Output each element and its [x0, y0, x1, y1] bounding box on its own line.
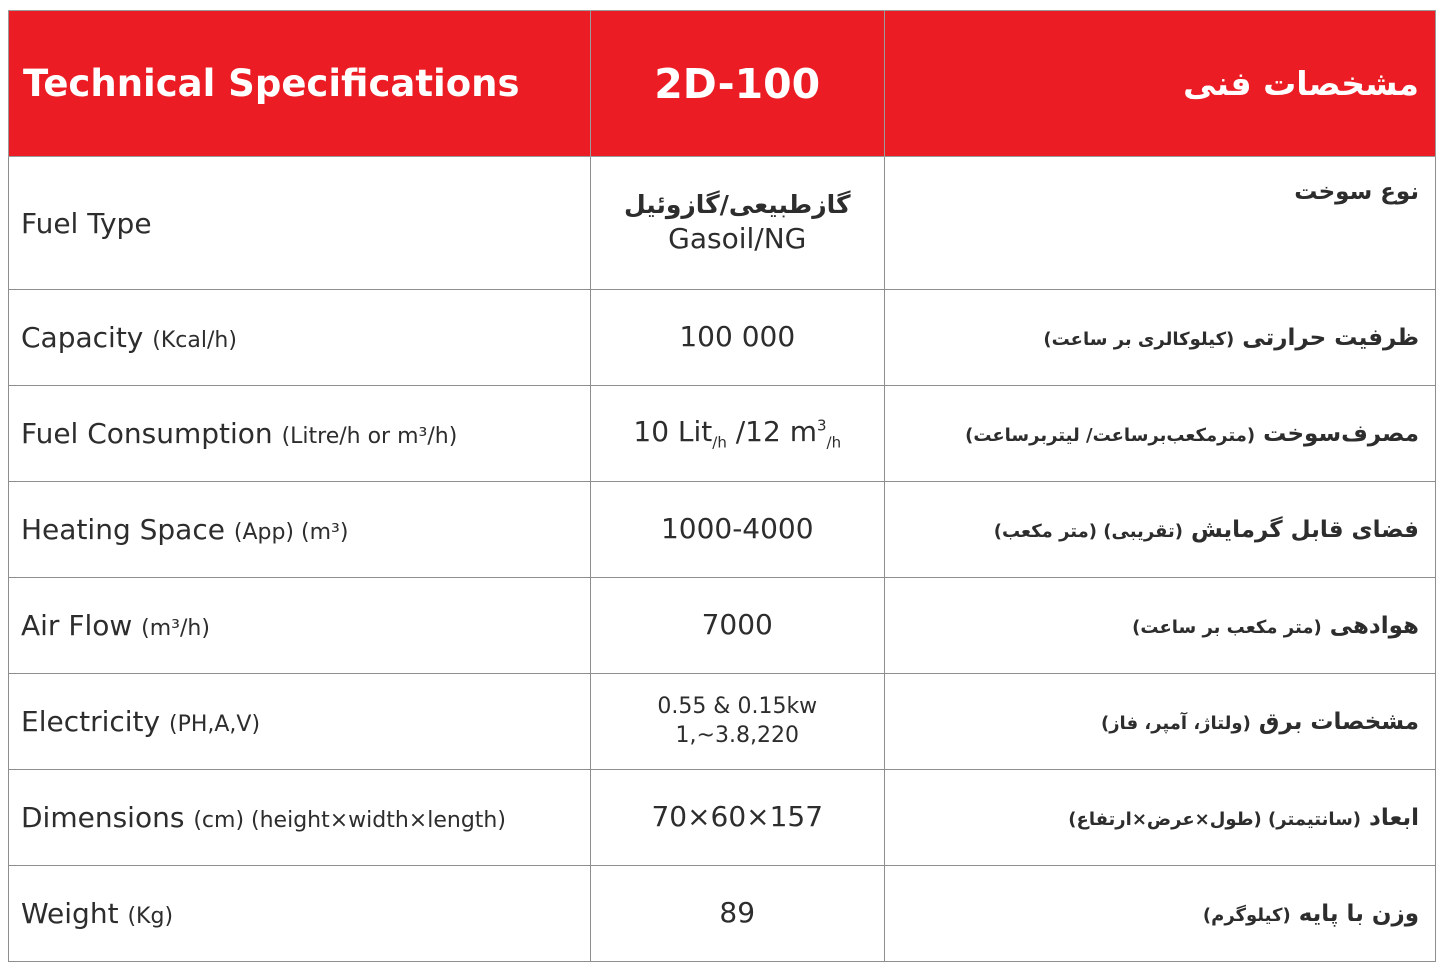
en-label: Fuel Consumption: [21, 417, 273, 450]
value-a: 10 Lit: [633, 414, 713, 448]
model-title: 2D-100: [590, 11, 884, 157]
fa-unit: (کیلوکالری بر ساعت): [1043, 328, 1235, 350]
fa-label: نوع سوخت: [1294, 179, 1419, 205]
fa-label-cell: [884, 290, 1435, 386]
en-label-cell: [9, 770, 591, 866]
en-label-cell: [9, 674, 591, 770]
value: 1000-4000: [660, 512, 814, 546]
fa-label-cell: [884, 482, 1435, 578]
table-row-heating-space: [9, 482, 1436, 578]
en-label-cell: [9, 482, 591, 578]
english-title: Technical Specifications: [9, 11, 591, 157]
en-label-cell: [9, 578, 591, 674]
value-cell: [590, 866, 884, 962]
table-header-row: [9, 11, 1436, 157]
value-b-sup: 3: [816, 416, 827, 435]
value-cell: [590, 386, 884, 482]
fa-label: وزن با پایه: [1298, 900, 1419, 927]
value: 89: [719, 896, 756, 930]
fa-label: مشخصات برق: [1258, 708, 1419, 735]
fa-label-cell: [884, 157, 1435, 290]
en-unit: (Kg): [127, 904, 174, 929]
value-line-2: 1,~3.8,220: [675, 722, 799, 748]
fa-label-cell: [884, 578, 1435, 674]
fa-label: ظرفیت حرارتی: [1242, 324, 1419, 351]
fa-unit: (متر مکعب بر ساعت): [1132, 616, 1322, 638]
value-cell: [590, 578, 884, 674]
fa-unit: (ولتاژ، آمپر، فاز): [1100, 712, 1251, 734]
en-unit: (App) (m³): [233, 520, 349, 545]
fa-unit: (تقریبی) (متر مکعب): [993, 520, 1183, 542]
en-label-cell: [9, 157, 591, 290]
fa-label: هوادهی: [1329, 612, 1419, 639]
fa-label-cell: [884, 866, 1435, 962]
en-label-cell: [9, 290, 591, 386]
table-row-capacity: [9, 290, 1436, 386]
en-label: Heating Space: [21, 513, 225, 546]
en-label-cell: [9, 386, 591, 482]
en-label-cell: [9, 866, 591, 962]
table-row-fuel-consumption: [9, 386, 1436, 482]
table-row-air-flow: [9, 578, 1436, 674]
value-line-1: گازطبیعی/گازوئیل: [623, 189, 851, 219]
en-label: Dimensions: [21, 801, 185, 834]
en-label: Capacity: [21, 321, 144, 354]
value: 70×60×157: [651, 800, 824, 834]
en-label: Fuel Type: [21, 206, 152, 240]
fa-label-cell: [884, 674, 1435, 770]
persian-title: مشخصات فنی: [884, 11, 1435, 157]
en-label: Air Flow: [21, 609, 133, 642]
value-b-sub: /h: [826, 433, 842, 452]
fa-unit: (سانتیمتر) (طول×عرض×ارتفاع): [1068, 808, 1362, 830]
value-cell: [590, 290, 884, 386]
value-cell: [590, 157, 884, 290]
value-cell: [590, 674, 884, 770]
value-b: /12 m: [726, 414, 817, 448]
table-row-fuel-type: [9, 157, 1436, 290]
fa-label: ابعاد: [1369, 804, 1419, 831]
fa-label: مصرف‌سوخت: [1263, 420, 1419, 447]
value-cell: [590, 770, 884, 866]
value-a-sub: /h: [712, 433, 727, 452]
fa-unit: (مترمکعب‌برساعت/ لیتربرساعت): [965, 424, 1256, 446]
en-label: Electricity: [21, 705, 161, 738]
table-row-dimensions: [9, 770, 1436, 866]
fa-label: فضای قابل گرمایش: [1190, 516, 1419, 543]
en-unit: (Kcal/h): [152, 328, 237, 353]
value-line-1: 0.55 & 0.15kw: [657, 693, 818, 719]
value-cell: [590, 482, 884, 578]
table-row-weight: [9, 866, 1436, 962]
technical-specifications-table: [8, 10, 1436, 962]
value: 7000: [701, 608, 773, 642]
value-line-2: Gasoil/NG: [668, 222, 807, 256]
en-label: Weight: [21, 897, 119, 930]
en-unit: (m³/h): [141, 616, 210, 641]
en-unit: (Litre/h or m³/h): [281, 424, 458, 449]
fa-label-cell: [884, 386, 1435, 482]
table-row-electricity: [9, 674, 1436, 770]
value: 100 000: [679, 320, 796, 354]
fa-label-cell: [884, 770, 1435, 866]
en-unit: (cm) (height×width×length): [193, 808, 506, 833]
fa-unit: (کیلوگرم): [1202, 904, 1291, 926]
en-unit: (PH,A,V): [169, 712, 261, 737]
